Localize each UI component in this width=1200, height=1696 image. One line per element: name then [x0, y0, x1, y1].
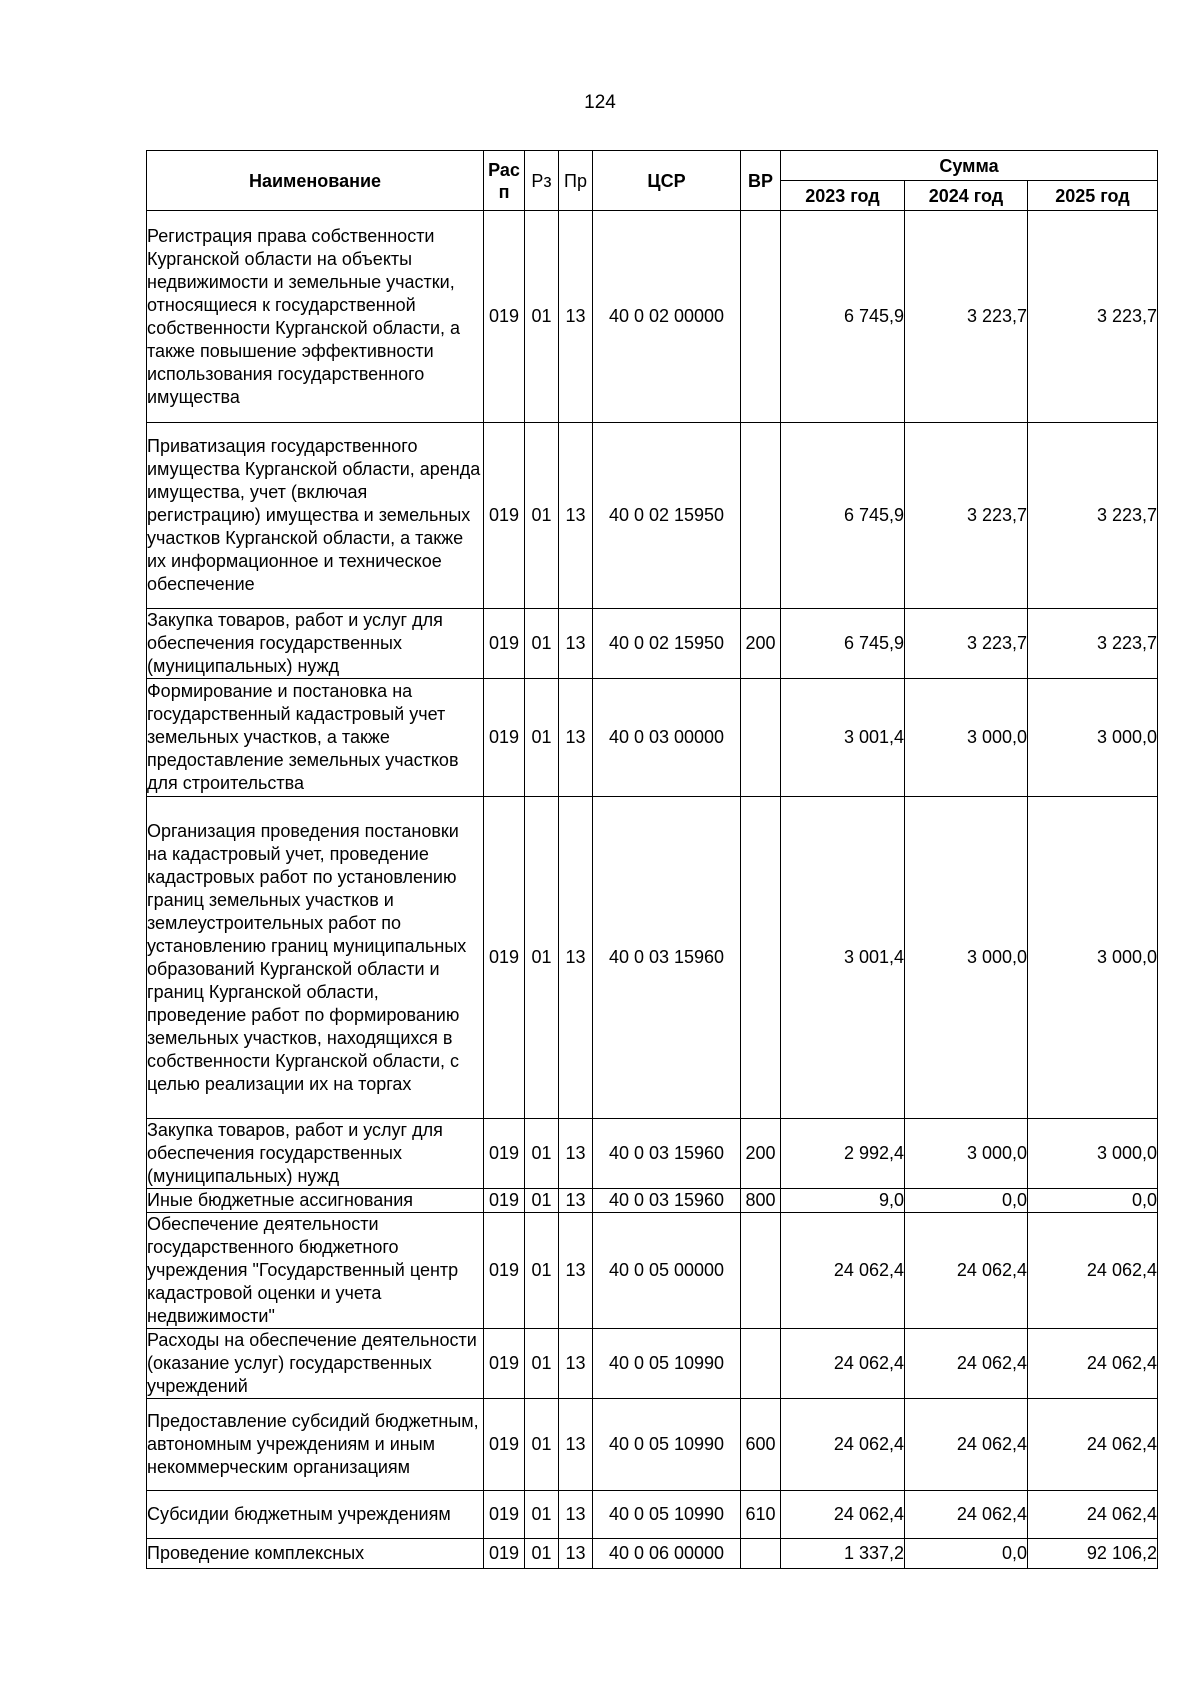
cell-y2025: 3 223,7: [1028, 609, 1158, 679]
cell-vr: [741, 1539, 781, 1569]
cell-y2023: 24 062,4: [781, 1213, 905, 1329]
cell-y2023: 24 062,4: [781, 1329, 905, 1399]
cell-y2023: 3 001,4: [781, 797, 905, 1119]
cell-y2024: 3 223,7: [905, 423, 1028, 609]
cell-rasp: 019: [484, 1119, 525, 1189]
cell-pr: 13: [559, 1491, 593, 1539]
cell-pr: 13: [559, 1189, 593, 1213]
cell-rz: 01: [525, 679, 559, 797]
cell-pr: 13: [559, 1399, 593, 1491]
table-row: [147, 609, 1158, 679]
cell-vr: [741, 797, 781, 1119]
cell-name: Расходы на обеспечение деятельности (оказание услуг) государственных учреждений: [147, 1329, 484, 1399]
cell-vr: [741, 1329, 781, 1399]
cell-y2024: 24 062,4: [905, 1329, 1028, 1399]
cell-y2024: 0,0: [905, 1539, 1028, 1569]
table-row: [147, 1399, 1158, 1491]
cell-y2025: 3 000,0: [1028, 1119, 1158, 1189]
cell-rz: 01: [525, 609, 559, 679]
cell-vr: 610: [741, 1491, 781, 1539]
page-number: 124: [584, 92, 616, 113]
cell-name: Предоставление субсидий бюджетным, автономным учреждениям и иным некоммерческим организациям: [147, 1399, 484, 1491]
cell-vr: 200: [741, 609, 781, 679]
cell-pr: 13: [559, 1119, 593, 1189]
cell-rz: 01: [525, 1213, 559, 1329]
cell-y2023: 1 337,2: [781, 1539, 905, 1569]
cell-y2023: 24 062,4: [781, 1491, 905, 1539]
cell-csr: 40 0 03 15960: [593, 797, 741, 1119]
cell-y2023: 2 992,4: [781, 1119, 905, 1189]
header-row-1: [147, 151, 1158, 181]
cell-rz: 01: [525, 1399, 559, 1491]
cell-csr: 40 0 03 15960: [593, 1189, 741, 1213]
cell-csr: 40 0 02 15950: [593, 423, 741, 609]
table-row: [147, 1189, 1158, 1213]
cell-y2024: 3 000,0: [905, 679, 1028, 797]
cell-csr: 40 0 05 10990: [593, 1399, 741, 1491]
cell-y2024: 3 000,0: [905, 797, 1028, 1119]
cell-vr: 800: [741, 1189, 781, 1213]
header-rasp: Рас п: [484, 151, 525, 211]
cell-rz: 01: [525, 1329, 559, 1399]
cell-vr: [741, 679, 781, 797]
cell-y2024: 3 223,7: [905, 211, 1028, 423]
cell-rasp: 019: [484, 1213, 525, 1329]
cell-y2024: 0,0: [905, 1189, 1028, 1213]
header-sum: Сумма: [781, 151, 1158, 181]
cell-name: Иные бюджетные ассигнования: [147, 1189, 484, 1213]
cell-rasp: 019: [484, 423, 525, 609]
cell-name: Организация проведения постановки на кадастровый учет, проведение кадастровых работ по установлению границ земельных участков и землеустроительных работ по установлению границ муниципальных образований Курганской области и границ Курганской области, проведение работ по формированию земельных участков, находящихся в собственности Курганской области, с целью реализации их на торгах: [147, 797, 484, 1119]
cell-rz: 01: [525, 1189, 559, 1213]
cell-y2024: 3 000,0: [905, 1119, 1028, 1189]
cell-y2024: 24 062,4: [905, 1491, 1028, 1539]
cell-name: Обеспечение деятельности государственного бюджетного учреждения "Государственный центр кадастровой оценки и учета недвижимости": [147, 1213, 484, 1329]
budget-table: [146, 150, 1158, 1569]
cell-rz: 01: [525, 211, 559, 423]
cell-y2023: 9,0: [781, 1189, 905, 1213]
header-2025: 2025 год: [1028, 181, 1158, 211]
cell-pr: 13: [559, 1213, 593, 1329]
table-row: [147, 1329, 1158, 1399]
cell-rasp: 019: [484, 679, 525, 797]
table-row: [147, 1491, 1158, 1539]
cell-csr: 40 0 03 15960: [593, 1119, 741, 1189]
cell-rasp: 019: [484, 211, 525, 423]
header-name: Наименование: [147, 151, 484, 211]
cell-name: Формирование и постановка на государственный кадастровый учет земельных участков, а также предоставление земельных участков для строительства: [147, 679, 484, 797]
header-csr: ЦСР: [593, 151, 741, 211]
cell-csr: 40 0 05 10990: [593, 1491, 741, 1539]
table-row: [147, 679, 1158, 797]
cell-name: Проведение комплексных: [147, 1539, 484, 1569]
cell-y2024: 24 062,4: [905, 1213, 1028, 1329]
cell-pr: 13: [559, 1329, 593, 1399]
cell-pr: 13: [559, 679, 593, 797]
cell-pr: 13: [559, 1539, 593, 1569]
cell-vr: 200: [741, 1119, 781, 1189]
table-row: [147, 1213, 1158, 1329]
cell-csr: 40 0 06 00000: [593, 1539, 741, 1569]
table-row: [147, 211, 1158, 423]
cell-y2025: 24 062,4: [1028, 1399, 1158, 1491]
cell-y2025: 24 062,4: [1028, 1329, 1158, 1399]
cell-rasp: 019: [484, 1539, 525, 1569]
cell-rz: 01: [525, 1119, 559, 1189]
cell-rasp: 019: [484, 609, 525, 679]
cell-pr: 13: [559, 211, 593, 423]
cell-rz: 01: [525, 1539, 559, 1569]
header-vr: ВР: [741, 151, 781, 211]
cell-csr: 40 0 05 10990: [593, 1329, 741, 1399]
table-row: [147, 797, 1158, 1119]
cell-rz: 01: [525, 423, 559, 609]
cell-y2025: 0,0: [1028, 1189, 1158, 1213]
header-rz: Рз: [525, 151, 559, 211]
cell-pr: 13: [559, 609, 593, 679]
cell-name: Приватизация государственного имущества Курганской области, аренда имущества, учет (включая регистрацию) имущества и земельных участков Курганской области, а также их информационное и техническое обеспечение: [147, 423, 484, 609]
cell-y2023: 6 745,9: [781, 609, 905, 679]
cell-csr: 40 0 02 15950: [593, 609, 741, 679]
cell-vr: [741, 1213, 781, 1329]
header-pr: Пр: [559, 151, 593, 211]
cell-y2025: 3 000,0: [1028, 797, 1158, 1119]
cell-csr: 40 0 02 00000: [593, 211, 741, 423]
cell-csr: 40 0 05 00000: [593, 1213, 741, 1329]
cell-vr: 600: [741, 1399, 781, 1491]
cell-vr: [741, 211, 781, 423]
cell-y2025: 24 062,4: [1028, 1491, 1158, 1539]
cell-pr: 13: [559, 797, 593, 1119]
cell-name: Субсидии бюджетным учреждениям: [147, 1491, 484, 1539]
table-row: [147, 1119, 1158, 1189]
header-2023: 2023 год: [781, 181, 905, 211]
cell-rasp: 019: [484, 1399, 525, 1491]
cell-rasp: 019: [484, 1329, 525, 1399]
cell-pr: 13: [559, 423, 593, 609]
header-2024: 2024 год: [905, 181, 1028, 211]
cell-name: Закупка товаров, работ и услуг для обеспечения государственных (муниципальных) нужд: [147, 609, 484, 679]
cell-y2025: 3 000,0: [1028, 679, 1158, 797]
cell-y2024: 24 062,4: [905, 1399, 1028, 1491]
cell-rz: 01: [525, 1491, 559, 1539]
table-row: [147, 1539, 1158, 1569]
cell-name: Закупка товаров, работ и услуг для обеспечения государственных (муниципальных) нужд: [147, 1119, 484, 1189]
cell-csr: 40 0 03 00000: [593, 679, 741, 797]
cell-rz: 01: [525, 797, 559, 1119]
cell-rasp: 019: [484, 1189, 525, 1213]
cell-y2025: 92 106,2: [1028, 1539, 1158, 1569]
cell-y2025: 24 062,4: [1028, 1213, 1158, 1329]
cell-y2024: 3 223,7: [905, 609, 1028, 679]
cell-rasp: 019: [484, 797, 525, 1119]
cell-y2025: 3 223,7: [1028, 211, 1158, 423]
table-row: [147, 423, 1158, 609]
cell-y2023: 6 745,9: [781, 211, 905, 423]
cell-name: Регистрация права собственности Курганской области на объекты недвижимости и земельные участки, относящиеся к государственной собственности Курганской области, а также повышение эффективности использования государственного имущества: [147, 211, 484, 423]
cell-rasp: 019: [484, 1491, 525, 1539]
cell-y2023: 6 745,9: [781, 423, 905, 609]
cell-y2023: 3 001,4: [781, 679, 905, 797]
cell-vr: [741, 423, 781, 609]
cell-y2023: 24 062,4: [781, 1399, 905, 1491]
cell-y2025: 3 223,7: [1028, 423, 1158, 609]
